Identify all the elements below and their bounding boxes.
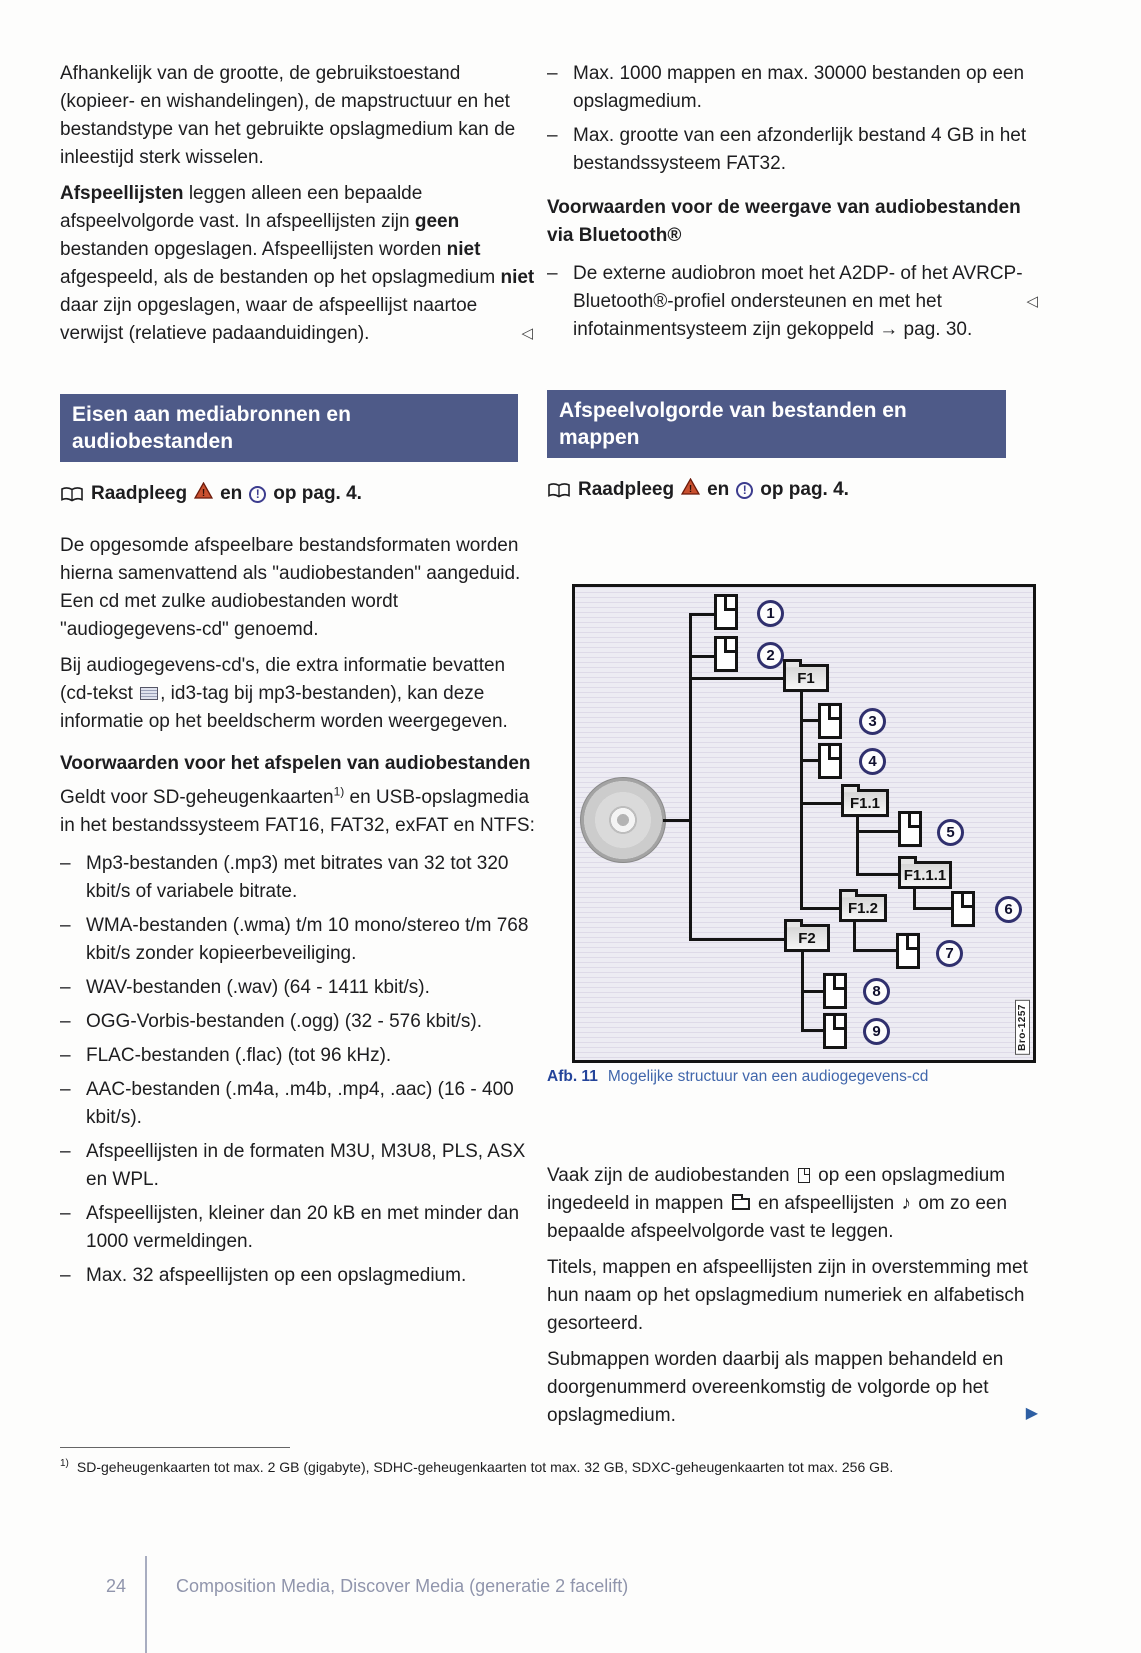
list-item: – Mp3-bestanden (.mp3) met bitrates van 32 tot 320 kbit/s of variabele bitrate. <box>86 850 535 906</box>
paragraph-text: Bij audiogegevens-cd's, die extra informatie bevatten (cd-tekst <box>60 655 506 704</box>
paragraph-read-time: Afhankelijk van de grootte, de gebruikstoestand (kopieer- en wishandelingen), de mapstructuur en het bestandstype van het gebruikte opslagmedium kan de inleestijd sterk wisselen. <box>60 63 516 168</box>
paragraph-text: en afspeellijsten <box>752 1193 900 1214</box>
svg-text:!: ! <box>201 488 206 499</box>
folder-icon-f1-1: F1.1 <box>841 789 889 817</box>
reference-line <box>547 476 1040 504</box>
reference-text: Raadpleeg <box>578 479 675 500</box>
file-icon <box>896 933 920 969</box>
paragraph-text: De externe audiobron moet het A2DP- of het AVRCP-Bluetooth®-profiel ondersteunen en met het infotainmentsysteem zijn gekoppeld → pag. 30. <box>573 263 1023 340</box>
section-end-marker: ◁ <box>521 325 533 342</box>
connector-line <box>689 677 783 680</box>
list-item <box>573 260 1040 344</box>
file-icon <box>714 636 738 672</box>
connector-line <box>689 613 716 616</box>
paragraph-text: Geldt voor SD-geheugenkaarten <box>60 787 334 808</box>
file-icon <box>714 594 738 630</box>
connector-line <box>856 873 898 876</box>
footnote <box>60 1458 1070 1476</box>
right-column <box>547 60 1040 504</box>
connector-line <box>689 613 692 941</box>
footnote-text: SD-geheugenkaarten tot max. 2 GB (gigabyte), SDHC-geheugenkaarten tot max. 32 GB, SDXC-geheugenkaarten tot max. 256 GB. <box>76 1459 894 1475</box>
info-circle-icon: ! <box>736 482 753 499</box>
paragraph-text: afgespeeld, als de bestanden op het opslagmedium <box>60 267 501 288</box>
paragraph-text: leggen alleen een bepaalde afspeelvolgorde vast. In afspeellijsten zijn <box>60 183 423 232</box>
reference-text: en <box>220 483 243 504</box>
callout-number: 4 <box>859 748 886 775</box>
connector-line <box>800 907 839 910</box>
limits-bullet-list <box>547 60 1040 178</box>
list-item: – Afspeellijsten, kleiner dan 20 kB en met minder dan 1000 vermeldingen. <box>86 1200 535 1256</box>
warning-triangle-icon <box>194 480 213 508</box>
bold-term: Afspeellijsten <box>60 183 184 204</box>
paragraph-filesystems <box>60 784 535 840</box>
callout-number: 5 <box>937 819 964 846</box>
reference-line <box>60 480 535 508</box>
bluetooth-bullet-list <box>547 260 1040 344</box>
connector-line <box>801 1029 823 1032</box>
callout-number: 3 <box>859 708 886 735</box>
file-icon <box>818 743 842 779</box>
connector-line <box>856 830 898 833</box>
playlist-note-icon: ♪ <box>901 1193 912 1214</box>
list-item: – Max. grootte van een afzonderlijk bestand 4 GB in het bestandssysteem FAT32. <box>573 122 1040 178</box>
file-icon <box>823 973 847 1009</box>
folder-icon-f1: F1 <box>783 664 829 692</box>
list-item: – AAC-bestanden (.m4a, .m4b, .mp4, .aac) (16 - 400 kbit/s). <box>86 1076 535 1132</box>
file-icon <box>798 1168 810 1183</box>
connector-line <box>800 802 841 805</box>
file-icon <box>818 703 842 739</box>
connector-line <box>856 817 859 876</box>
format-bullet-list <box>60 850 535 1290</box>
connector-line <box>853 922 856 952</box>
paragraph-file-formats: De opgesomde afspeelbare bestandsformaten worden hierna samenvattend als "audiobestanden" aangeduid. Een cd met zulke audiobestanden wordt "audiogegevens-cd" genoemd. <box>60 535 521 640</box>
reference-text: op pag. 4. <box>273 483 362 504</box>
info-circle-icon: ! <box>249 486 266 503</box>
subheading-bluetooth-conditions: Voorwaarden voor de weergave van audiobestanden via Bluetooth® <box>547 197 1021 246</box>
list-item: – FLAC-bestanden (.flac) (tot 96 kHz). <box>86 1042 535 1070</box>
figure-caption <box>547 1066 1040 1088</box>
connector-line <box>663 819 691 822</box>
file-icon <box>951 891 975 927</box>
paragraph-text: en USB-opslagmedia in het bestandssysteem FAT16, FAT32, exFAT en NTFS: <box>60 787 535 836</box>
warning-triangle-icon <box>681 476 700 504</box>
figure-caption-text: Mogelijke structuur van een audiogegevens-cd <box>607 1068 929 1085</box>
paragraph-text: Vaak zijn de audiobestanden <box>547 1165 795 1186</box>
reference-text: op pag. 4. <box>760 479 849 500</box>
paragraph-text: om zo een bepaalde afspeelvolgorde vast te leggen. <box>547 1193 1008 1242</box>
section-heading-play-order: Afspeelvolgorde van bestanden en mappen <box>547 390 1006 458</box>
paragraph-storage-layout <box>547 1162 1040 1246</box>
callout-number: 6 <box>995 896 1022 923</box>
folder-icon-f1-1-1: F1.1.1 <box>898 861 952 889</box>
book-icon <box>547 482 571 499</box>
paragraph-text: daar zijn opgeslagen, waar de afspeellijst naartoe verwijst (relatieve padaanduidingen). <box>60 295 478 344</box>
list-item: – Afspeellijsten in de formaten M3U, M3U8, PLS, ASX en WPL. <box>86 1138 535 1194</box>
file-icon <box>823 1013 847 1049</box>
bold-term: geen <box>414 211 460 232</box>
figure-audio-cd-structure <box>572 584 1036 1063</box>
list-item: – Max. 1000 mappen en max. 30000 bestanden op een opslagmedium. <box>573 60 1040 116</box>
connector-line <box>913 907 951 910</box>
paragraph-subfolders <box>547 1346 1040 1430</box>
paragraph-text: , id3-tag bij mp3-bestanden), kan deze informatie op het beeldscherm worden weergegeven. <box>60 683 508 732</box>
figure-canvas <box>575 587 1033 1060</box>
list-item: – Max. 32 afspeellijsten op een opslagmedium. <box>86 1262 535 1290</box>
paragraph-sorting: Titels, mappen en afspeellijsten zijn in overstemming met hun naam op het opslagmedium numeriek en alfabetisch gesorteerd. <box>547 1257 1028 1334</box>
cd-disc-icon <box>580 777 666 863</box>
connector-line <box>689 938 784 941</box>
reference-text: en <box>707 479 730 500</box>
connector-line <box>800 759 818 762</box>
callout-number: 9 <box>863 1018 890 1045</box>
paragraph-text: op een opslagmedium ingedeeld in mappen <box>547 1165 1006 1214</box>
callout-number: 8 <box>863 978 890 1005</box>
cd-text-display-icon <box>140 687 158 700</box>
footnote-divider <box>60 1447 290 1448</box>
footnote-reference: 1) <box>333 784 345 799</box>
connector-line <box>801 990 823 993</box>
paragraph-text: Submappen worden daarbij als mappen behandeld en doorgenummerd overeenkomstig de volgorde op het opslagmedium. <box>547 1349 1004 1426</box>
folder-icon-f2: F2 <box>784 924 830 952</box>
page-number: 24 <box>105 1576 126 1596</box>
figure-watermark: Bro-1257 <box>1015 1000 1030 1055</box>
subheading-playback-conditions: Voorwaarden voor het afspelen van audiobestanden <box>60 753 531 774</box>
callout-number: 7 <box>936 940 963 967</box>
connector-line <box>800 692 803 909</box>
file-icon <box>898 811 922 847</box>
section-heading-media-requirements: Eisen aan mediabronnen en audiobestanden <box>60 394 518 462</box>
reference-text: Raadpleeg <box>91 483 188 504</box>
folder-icon <box>732 1198 750 1210</box>
footnote-marker: 1) <box>60 1458 69 1470</box>
footer-title: Composition Media, Discover Media (generatie 2 facelift) <box>176 1576 629 1596</box>
callout-number: 1 <box>757 600 784 627</box>
connector-line <box>853 949 896 952</box>
footer-divider <box>145 1556 147 1653</box>
continuation-marker: ▶ <box>1025 1405 1038 1422</box>
paragraph-cd-text <box>60 652 535 736</box>
bold-term: niet <box>500 267 535 288</box>
bold-term: niet <box>446 239 481 260</box>
paragraph-playlists <box>60 180 535 348</box>
section-end-marker: ◁ <box>1026 293 1038 310</box>
book-icon <box>60 486 84 503</box>
list-item: – OGG-Vorbis-bestanden (.ogg) (32 - 576 kbit/s). <box>86 1008 535 1036</box>
left-column <box>60 60 535 1296</box>
callout-number: 2 <box>757 642 784 669</box>
folder-icon-f1-2: F1.2 <box>839 894 887 922</box>
figure-caption-label: Afb. 11 <box>547 1068 598 1085</box>
right-column-lower <box>547 1126 1040 1438</box>
svg-text:!: ! <box>688 484 693 495</box>
paragraph-text: bestanden opgeslagen. Afspeellijsten worden <box>60 239 447 260</box>
connector-line <box>800 719 818 722</box>
connector-line <box>689 655 716 658</box>
list-item: – WMA-bestanden (.wma) t/m 10 mono/stereo t/m 768 kbit/s zonder kopieerbeveiliging. <box>86 912 535 968</box>
list-item: – WAV-bestanden (.wav) (64 - 1411 kbit/s). <box>86 974 535 1002</box>
